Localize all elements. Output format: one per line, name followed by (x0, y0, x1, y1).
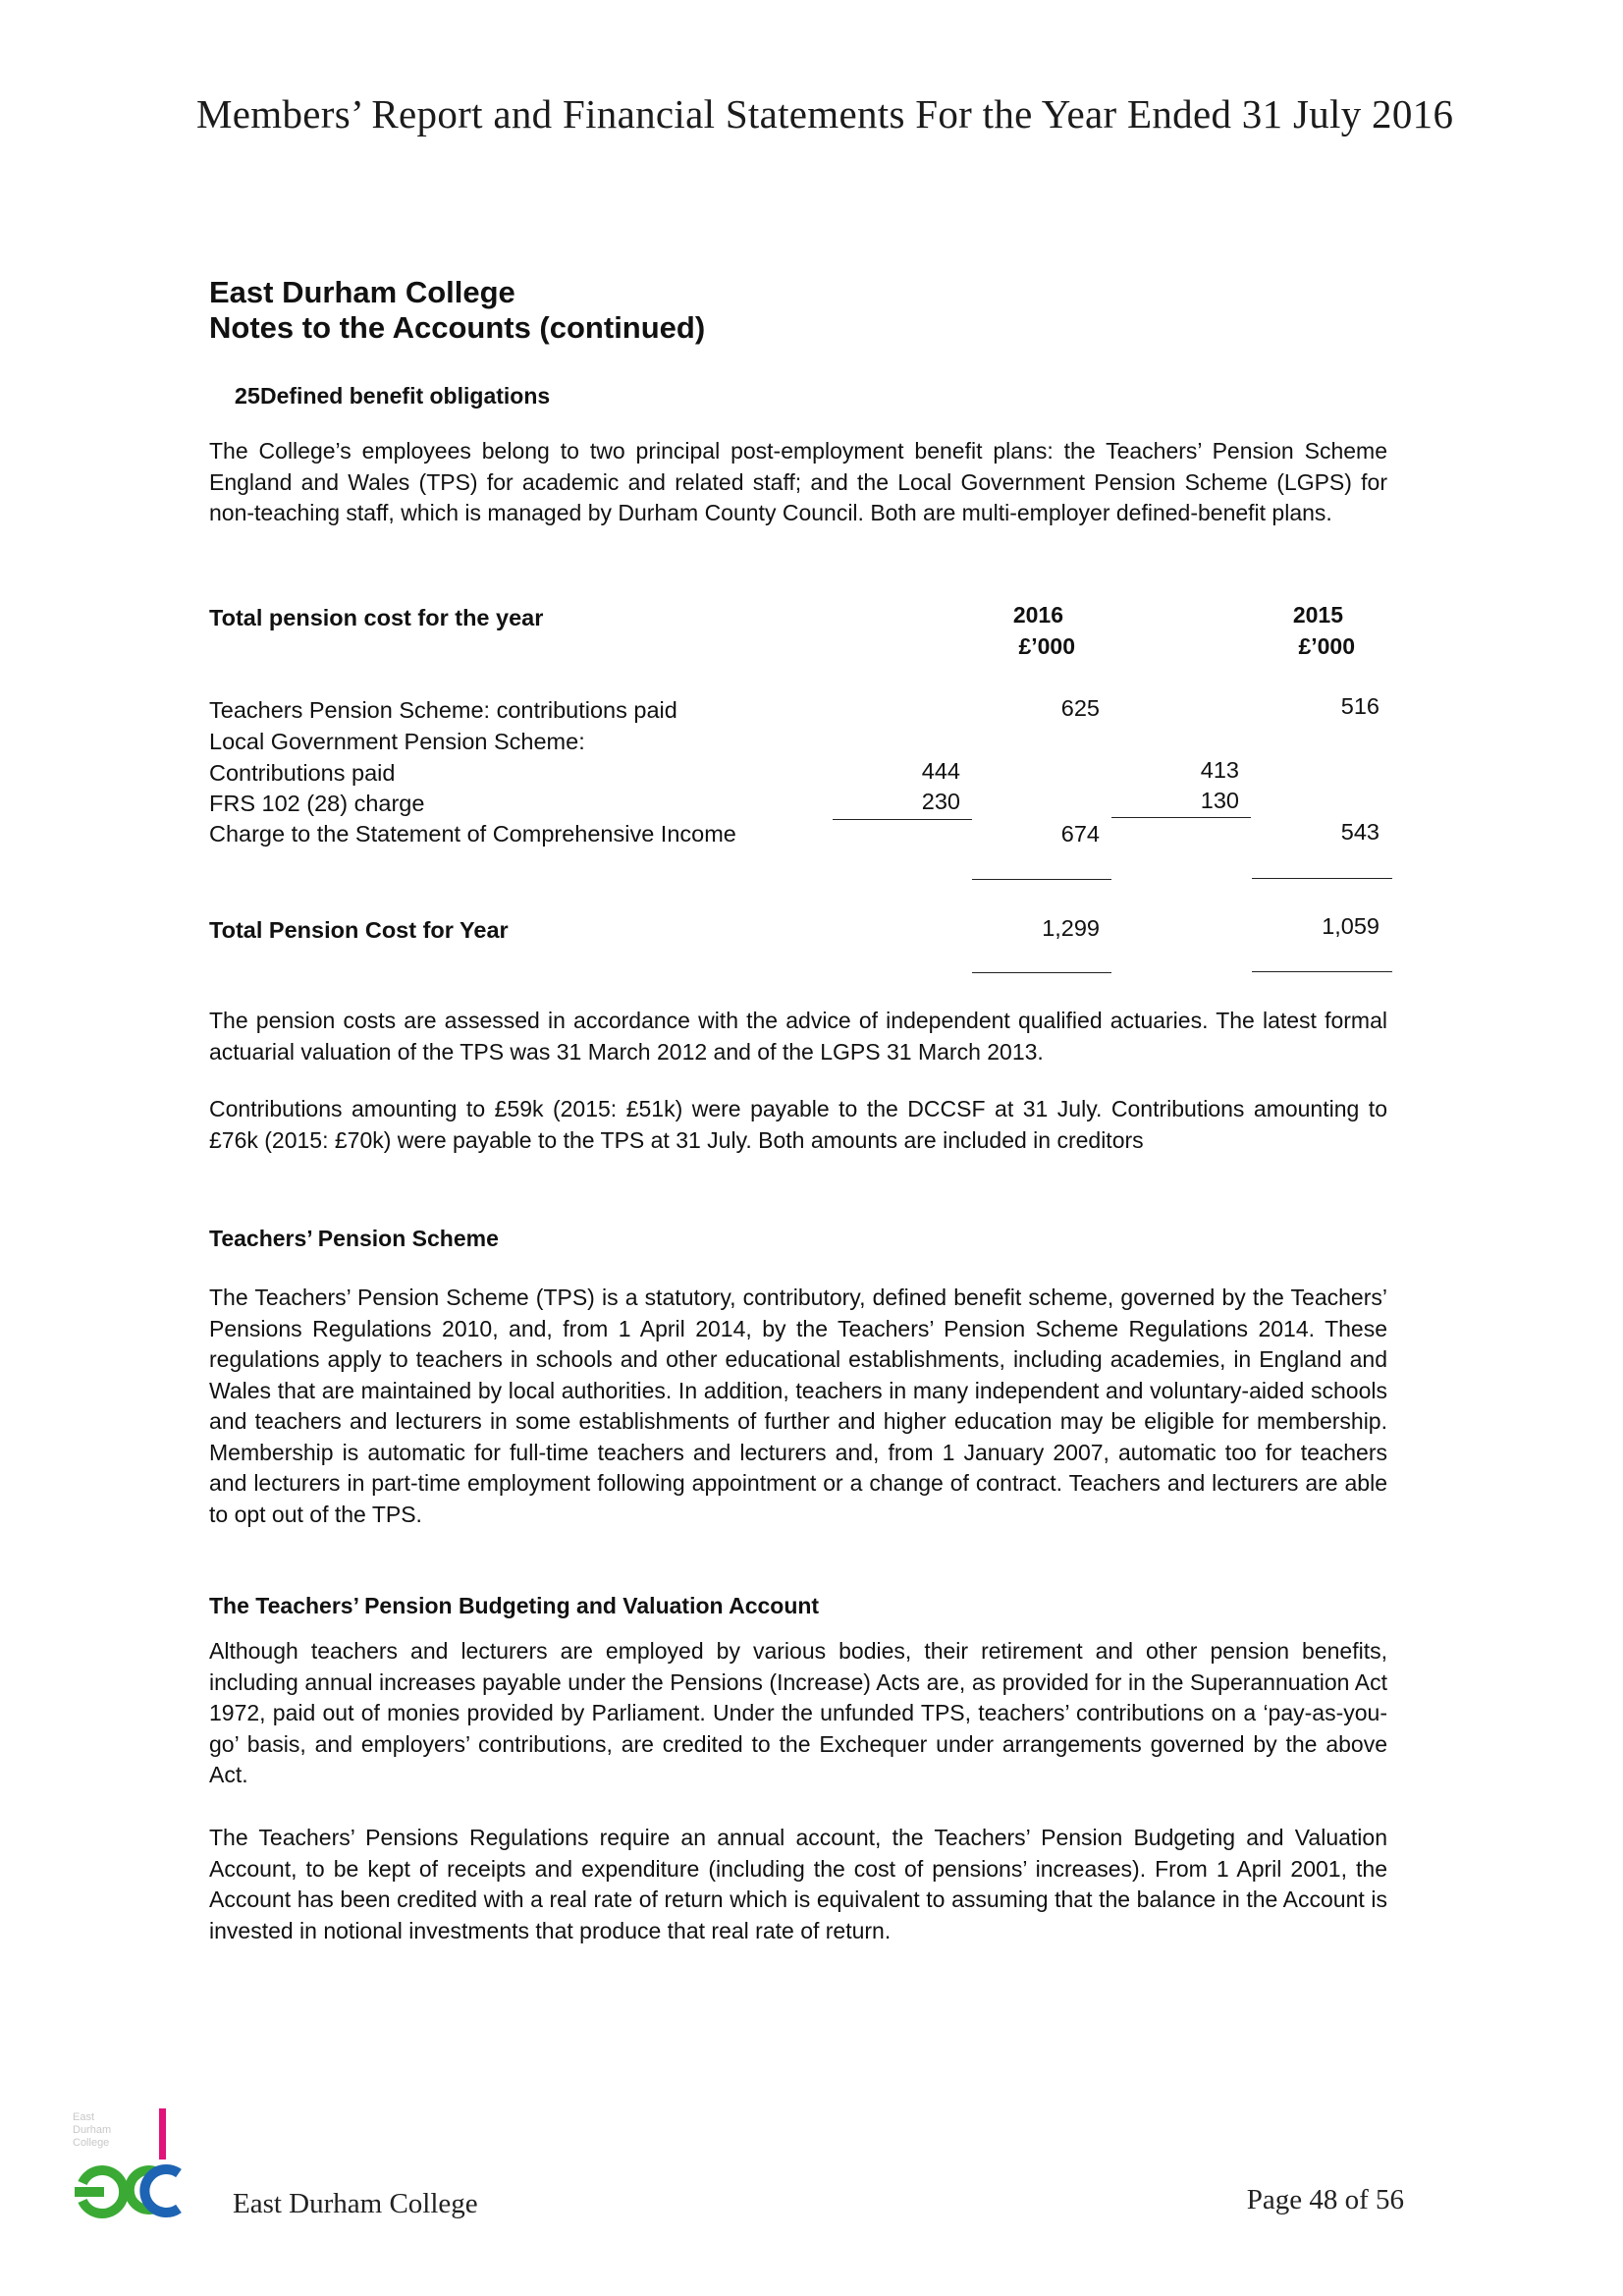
value-frs-2015: 130 (1200, 788, 1239, 813)
subtotal-rule-2016 (833, 819, 972, 820)
column-unit-2015: £’000 (1298, 633, 1355, 659)
tps-paragraph: The Teachers’ Pension Scheme (TPS) is a statutory, contributory, defined benefit scheme, governed by the Teachers’ Pensions Regulations 2010, and, from 1 April 2014, by the Teachers’ Pension Scheme Regulations 2014. These regulations apply to teachers in schools and other educational establishments, including academies, in England and Wales that are maintained by local authorities. In addition, teachers in many independent and voluntary-aided schools and teachers and lecturers in some establishments of further and higher education may be eligible for membership. Membership is automatic for full-time teachers and lecturers and, from 1 January 2007, automatic too for teachers and lecturers in part-time employment following appointment or a change of contract. Teachers and lecturers are able to opt out of the TPS. (209, 1285, 1387, 1527)
budget-paragraph-1: Although teachers and lecturers are employed by various bodies, their retirement and other pension benefits, including annual increases payable under the Pensions (Increase) Acts are, as provided for in the Superannuation Act 1972, paid out of monies provided by Parliament. Under the unfunded TPS, teachers’ contributions on a ‘pay-as-you-go’ basis, and employers’ contributions, are credited to the Exchequer under arrangements governed by the above Act. (209, 1638, 1387, 1787)
value-tps-2016: 625 (1060, 695, 1100, 721)
college-heading: East Durham College (209, 275, 515, 309)
total-bottom-rule-2015 (1252, 971, 1392, 972)
note-heading (209, 383, 550, 410)
footer-college-name: East Durham College (233, 2188, 478, 2219)
notes-heading: Notes to the Accounts (continued) (209, 310, 706, 345)
tps-heading: Teachers’ Pension Scheme (209, 1226, 499, 1251)
value-contributions-2015: 413 (1200, 757, 1239, 783)
footer-page-number: Page 48 of 56 (1246, 2184, 1404, 2215)
logo-text-line-1: East (73, 2111, 95, 2123)
logo-text-line-2: Durham (73, 2124, 112, 2136)
running-title: Members’ Report and Financial Statements For the Year Ended 31 July 2016 (196, 91, 1454, 137)
value-contributions-2016: 444 (921, 758, 960, 784)
row-label-tps: Teachers Pension Scheme: contributions paid (209, 697, 677, 723)
college-logo-graphic (69, 2106, 191, 2224)
value-frs-2016: 230 (921, 789, 960, 814)
actuaries-paragraph: The pension costs are assessed in accordance with the advice of independent qualified actuaries. The latest formal actuarial valuation of the TPS was 31 March 2012 and of the LGPS 31 March 2013. (209, 1008, 1387, 1065)
total-top-rule-2015 (1252, 878, 1392, 879)
row-label-total: Total Pension Cost for Year (209, 917, 509, 943)
value-total-2016: 1,299 (1042, 915, 1100, 941)
column-header-2015 (1237, 599, 1355, 662)
column-header-2016 (957, 599, 1075, 662)
subtotal-rule-2015 (1111, 817, 1251, 818)
value-tps-2015: 516 (1340, 693, 1380, 719)
value-total-2015: 1,059 (1322, 913, 1380, 939)
budget-heading: The Teachers’ Pension Budgeting and Valuation Account (209, 1593, 820, 1618)
total-bottom-rule-2016 (972, 972, 1111, 973)
college-logo (69, 2106, 191, 2224)
column-year-2016: 2016 (1012, 602, 1063, 628)
value-charge-2016: 674 (1060, 821, 1100, 847)
note-title: Defined benefit obligations (260, 383, 551, 409)
value-charge-2015: 543 (1340, 819, 1380, 845)
budget-paragraph-2: The Teachers’ Pensions Regulations require an annual account, the Teachers’ Pension Budgeting and Valuation Account, to be kept of receipts and expenditure (including the cost of pensions’ increases). From 1 April 2001, the Account has been credited with a real rate of return which is equivalent to assuming that the balance in the Account is invested in notional investments that produce that real rate of return. (209, 1825, 1387, 1943)
logo-e-shape (75, 2170, 124, 2214)
contributions-paragraph: Contributions amounting to £59k (2015: £51k) were payable to the DCCSF at 31 July. Contributions amounting to £76k (2015: £70k) were payable to the TPS at 31 July. Both amounts are included in creditors (209, 1096, 1387, 1153)
column-unit-2016: £’000 (1018, 633, 1075, 659)
logo-c-shape (144, 2169, 179, 2213)
total-top-rule-2016 (972, 879, 1111, 880)
column-year-2015: 2015 (1292, 602, 1343, 628)
row-label-charge: Charge to the Statement of Comprehensive Income (209, 821, 736, 847)
logo-pink-bar (159, 2108, 166, 2159)
row-label-lgps: Local Government Pension Scheme: (209, 729, 585, 754)
intro-paragraph: The College’s employees belong to two principal post-employment benefit plans: the Teachers’ Pension Scheme England and Wales (TPS) for academic and related staff; and the Local Government Pension Scheme (LGPS) for non-teaching staff, which is managed by Durham County Council. Both are multi-employer defined-benefit plans. (209, 438, 1387, 525)
row-label-contributions: Contributions paid (209, 760, 396, 786)
logo-text-line-3: College (73, 2137, 110, 2149)
note-number: 25 (234, 383, 260, 409)
row-label-frs: FRS 102 (28) charge (209, 791, 425, 816)
table-title: Total pension cost for the year (209, 605, 544, 630)
